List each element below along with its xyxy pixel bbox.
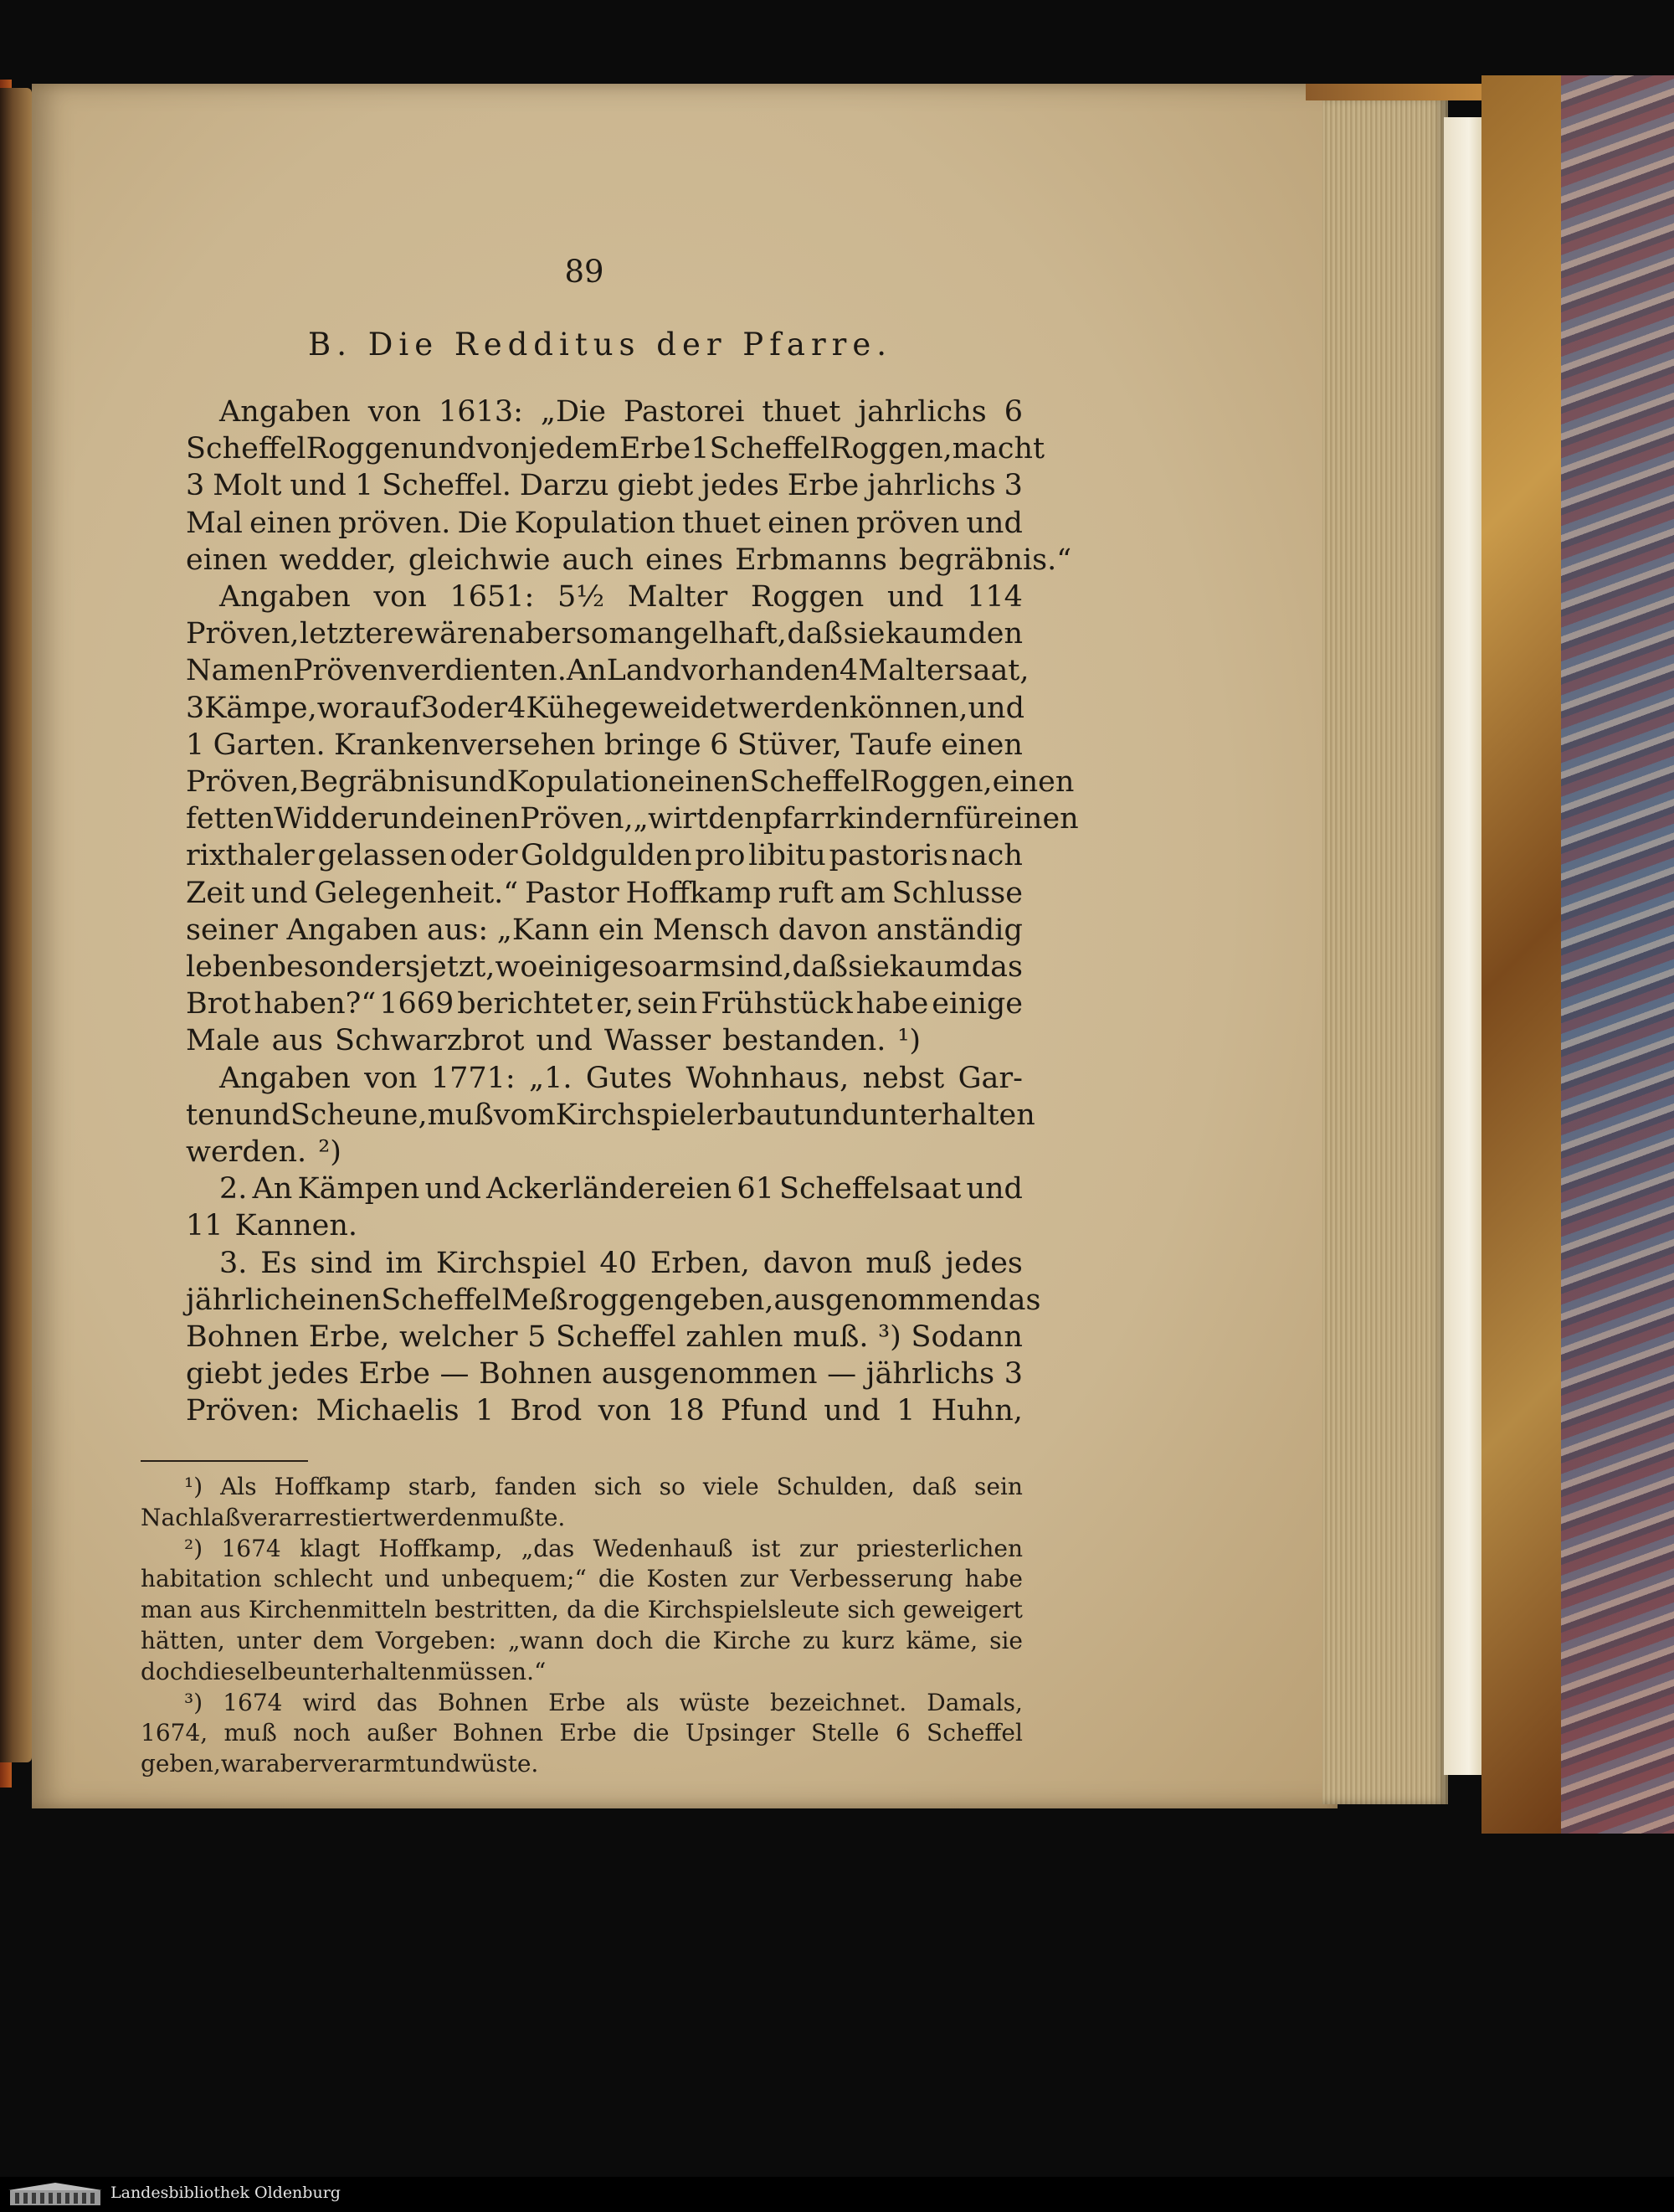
body-line: seiner Angaben aus: „Kann ein Mensch davon anständig xyxy=(186,913,1023,947)
body-line: 11 Kannen. xyxy=(186,1209,358,1243)
body-line: Namen Pröven verdienten. An Land vorhanden 4 Maltersaat, xyxy=(186,654,1030,688)
body-line: Bohnen Erbe, welcher 5 Scheffel zahlen muß. ³) Sodann xyxy=(186,1320,1023,1354)
body-line: leben besonders jetzt, wo einige so arm sind, daß sie kaum das xyxy=(186,950,1023,984)
body-line: Male aus Schwarzbrot und Wasser bestanden. ¹) xyxy=(186,1024,922,1058)
page-block-light xyxy=(1444,117,1486,1775)
body-line: einen wedder, gleichwie auch eines Erbmanns begräbnis.“ xyxy=(186,543,1072,577)
left-page-leaf xyxy=(0,88,32,1762)
body-line: fetten Widder und einen Pröven, „wirt den pfarrkindern für einen xyxy=(186,802,1079,836)
body-line: 2. An Kämpen und Ackerländereien 61 Scheffelsaat und xyxy=(219,1172,1023,1206)
page-block-edges xyxy=(1322,96,1448,1804)
body-line: werden. ²) xyxy=(186,1135,341,1169)
cover-board xyxy=(1481,75,1561,1834)
body-line: Mal einen pröven. Die Kopulation thuet einen pröven und xyxy=(186,506,1023,540)
body-line: Pröven, letztere wären aber so mangelhaft, daß sie kaum den xyxy=(186,617,1023,651)
body-line: 3 Molt und 1 Scheffel. Darzu giebt jedes Erbe jahrlichs 3 xyxy=(186,469,1023,503)
body-line: Pröven: Michaelis 1 Brod von 18 Pfund und 1 Huhn, xyxy=(186,1394,1023,1428)
footnote-line: ²) 1674 klagt Hoffkamp, „das Wedenhauß ist zur priesterlichen xyxy=(184,1534,1023,1562)
body-line: Brot haben?“ 1669 berichtet er, sein Frühstück habe einige xyxy=(186,987,1023,1021)
marbled-cover xyxy=(1561,75,1674,1834)
body-line: ten und Scheune, muß vom Kirchspiel erbaut und unterhalten xyxy=(186,1098,1035,1132)
footer-bar xyxy=(0,2177,1674,2212)
body-line: Zeit und Gelegenheit.“ Pastor Hoffkamp ruft am Schlusse xyxy=(186,876,1023,910)
body-line: Angaben von 1771: „1. Gutes Wohnhaus, nebst Gar- xyxy=(219,1061,1023,1095)
section-heading: B. Die Redditus der Pfarre. xyxy=(308,327,892,363)
body-line: giebt jedes Erbe — Bohnen ausgenommen — jährlichs 3 xyxy=(186,1357,1023,1392)
footnote-line: hätten, unter dem Vorgeben: „wann doch die Kirche zu kurz käme, sie xyxy=(141,1627,1023,1654)
body-line: Angaben von 1651: 5½ Malter Roggen und 114 xyxy=(219,580,1023,614)
footnote-line: 1674, muß noch außer Bohnen Erbe die Upsinger Stelle 6 Scheffel xyxy=(141,1719,1023,1747)
page-number: 89 xyxy=(564,254,604,290)
body-line: 1 Garten. Krankenversehen bringe 6 Stüver, Taufe einen xyxy=(186,728,1023,762)
body-line: Scheffel Roggen und von jedem Erbe 1 Scheffel Roggen, macht xyxy=(186,432,1045,466)
body-line: 3. Es sind im Kirchspiel 40 Erben, davon muß jedes xyxy=(219,1246,1023,1280)
footnote-line: geben, war aber verarmt und wüste. xyxy=(141,1750,539,1778)
footnote-line: ¹) Als Hoffkamp starb, fanden sich so viele Schulden, daß sein xyxy=(184,1473,1023,1500)
body-line: jährlich einen Scheffel Meßroggen geben, ausgenommen das xyxy=(186,1283,1041,1317)
body-line: Angaben von 1613: „Die Pastorei thuet jahrlichs 6 xyxy=(219,395,1023,429)
footer-label: Landesbibliothek Oldenburg xyxy=(110,2184,341,2202)
body-line: Pröven, Begräbnis und Kopulation einen Scheffel Roggen, einen xyxy=(186,765,1075,799)
footnote-line: man aus Kirchenmitteln bestritten, da die Kirchspielsleute sich geweigert xyxy=(141,1596,1023,1624)
footnote-line: Nachlaß verarrestiert werden mußte. xyxy=(141,1503,566,1531)
library-building-icon xyxy=(8,2182,102,2207)
footnote-line: doch dieselbe unterhalten müssen.“ xyxy=(141,1657,547,1685)
body-line: rixthaler gelassen oder Goldgulden pro libitu pastoris nach xyxy=(186,839,1023,873)
footnote-line: ³) 1674 wird das Bohnen Erbe als wüste bezeichnet. Damals, xyxy=(184,1688,1023,1716)
footnote-rule xyxy=(141,1460,308,1462)
body-line: 3 Kämpe, worauf 3 oder 4 Kühe geweidet werden können, und xyxy=(186,691,1025,725)
footnote-line: habitation schlecht und unbequem;“ die Kosten zur Verbesserung habe xyxy=(141,1565,1023,1593)
